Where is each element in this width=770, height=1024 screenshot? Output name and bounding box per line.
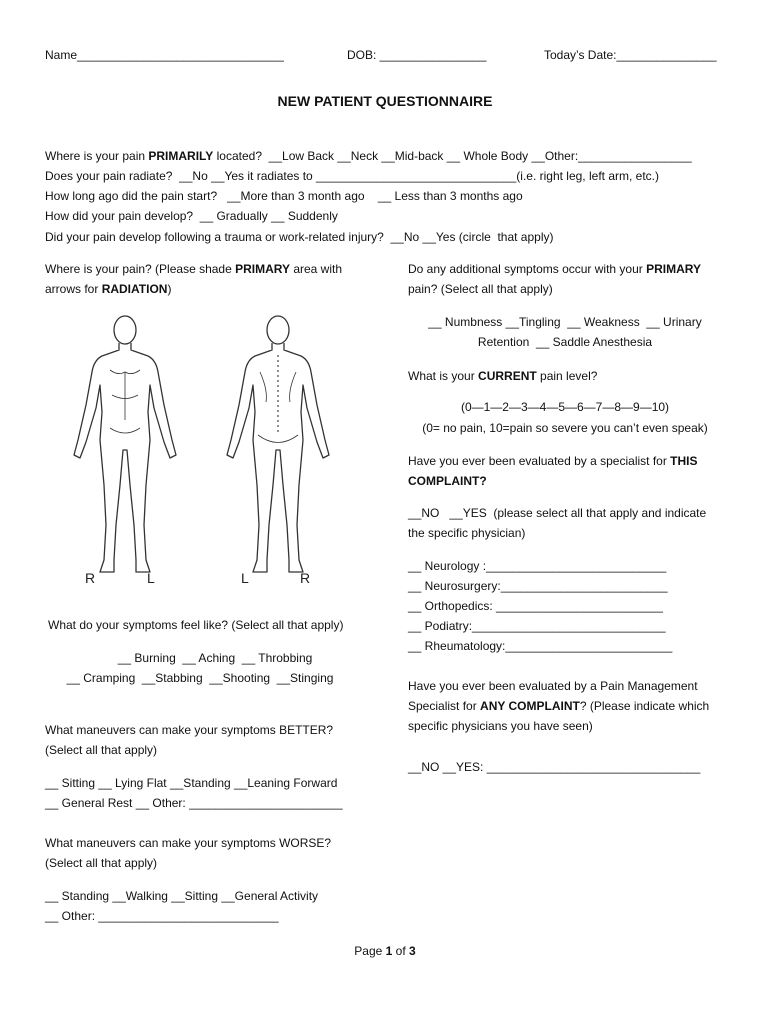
front-right-label: R	[85, 570, 96, 586]
pain-management-answer[interactable]: __NO __YES: ________________________________	[408, 760, 701, 774]
pain-scale[interactable]: (0—1—2—3—4—5—6—7—8—9—10)	[460, 400, 670, 414]
page-title: NEW PATIENT QUESTIONNAIRE	[277, 93, 493, 109]
q-primary-location[interactable]: Where is your pain PRIMARILY located? __Low Back __Neck __Mid-back __ Whole Body __Other:_________________	[45, 149, 692, 163]
pain-scale-note: (0= no pain, 10=pain so severe you can’t even speak)	[422, 421, 708, 435]
better-options-1[interactable]: __ Sitting __ Lying Flat __Standing __Leaning Forward	[45, 776, 338, 790]
pain-level-question: What is your CURRENT pain level?	[408, 369, 598, 383]
body-outline-figures[interactable]	[60, 310, 360, 600]
pain-management-question-2: Specialist for ANY COMPLAINT? (Please indicate which	[408, 699, 710, 713]
body-diagram[interactable]	[60, 310, 360, 600]
specialist-question-2: COMPLAINT?	[408, 474, 487, 488]
better-question-2: (Select all that apply)	[45, 743, 158, 757]
q-pain-develop[interactable]: How did your pain develop? __ Gradually __ Suddenly	[45, 209, 338, 223]
name-field[interactable]: Name_______________________________	[45, 48, 284, 62]
worse-question: What maneuvers can make your symptoms WORSE?	[45, 836, 332, 850]
specialist-neurology[interactable]: __ Neurology :___________________________	[408, 559, 667, 573]
worse-options-1[interactable]: __ Standing __Walking __Sitting __General Activity	[45, 889, 319, 903]
back-left-label: L	[241, 570, 249, 586]
shade-instruction-2: arrows for RADIATION)	[45, 282, 172, 296]
specialist-answer[interactable]: __NO __YES (please select all that apply and indicate	[408, 506, 707, 520]
shade-instruction: Where is your pain? (Please shade PRIMARY area with	[45, 262, 343, 276]
q-pain-start[interactable]: How long ago did the pain start? __More than 3 month ago __ Less than 3 months ago	[45, 189, 523, 203]
dob-field[interactable]: DOB: ________________	[347, 48, 487, 62]
todays-date-field[interactable]: Today’s Date:_______________	[544, 48, 717, 62]
additional-symptoms-question-2: pain? (Select all that apply)	[408, 282, 553, 296]
specialist-neurosurgery[interactable]: __ Neurosurgery:_________________________	[408, 579, 668, 593]
additional-symptoms-question: Do any additional symptoms occur with your PRIMARY	[408, 262, 701, 276]
feel-options-1[interactable]: __ Burning __ Aching __ Throbbing	[117, 651, 313, 665]
better-options-2[interactable]: __ General Rest __ Other: _______________________	[45, 796, 343, 810]
specialist-podiatry[interactable]: __ Podiatry:_____________________________	[408, 619, 666, 633]
specialist-question: Have you ever been evaluated by a specialist for THIS	[408, 454, 698, 468]
additional-symptoms-options-1[interactable]: __ Numbness __Tingling __ Weakness __ Urinary	[428, 315, 702, 329]
better-question: What maneuvers can make your symptoms BETTER?	[45, 723, 334, 737]
feel-options-2[interactable]: __ Cramping __Stabbing __Shooting __Stinging	[66, 671, 334, 685]
feel-question: What do your symptoms feel like? (Select all that apply)	[48, 618, 344, 632]
q-radiate[interactable]: Does your pain radiate? __No __Yes it radiates to ______________________________(i.e. right leg, left arm, etc.)	[45, 169, 659, 183]
pain-management-question-3: specific physicians you have seen)	[408, 719, 593, 733]
front-body-figure	[74, 316, 176, 572]
q-trauma[interactable]: Did your pain develop following a trauma or work-related injury? __No __Yes (circle that apply)	[45, 230, 554, 244]
pain-management-question: Have you ever been evaluated by a Pain Management	[408, 679, 698, 693]
back-right-label: R	[300, 570, 311, 586]
specialist-orthopedics[interactable]: __ Orthopedics: _________________________	[408, 599, 663, 613]
back-body-figure	[227, 316, 329, 572]
additional-symptoms-options-2[interactable]: Retention __ Saddle Anesthesia	[477, 335, 653, 349]
worse-options-2[interactable]: __ Other: ___________________________	[45, 909, 279, 923]
specialist-rheumatology[interactable]: __ Rheumatology:_________________________	[408, 639, 673, 653]
page-number: Page 1 of 3	[354, 944, 416, 958]
specialist-answer-2: the specific physician)	[408, 526, 526, 540]
front-left-label: L	[147, 570, 155, 586]
worse-question-2: (Select all that apply)	[45, 856, 158, 870]
